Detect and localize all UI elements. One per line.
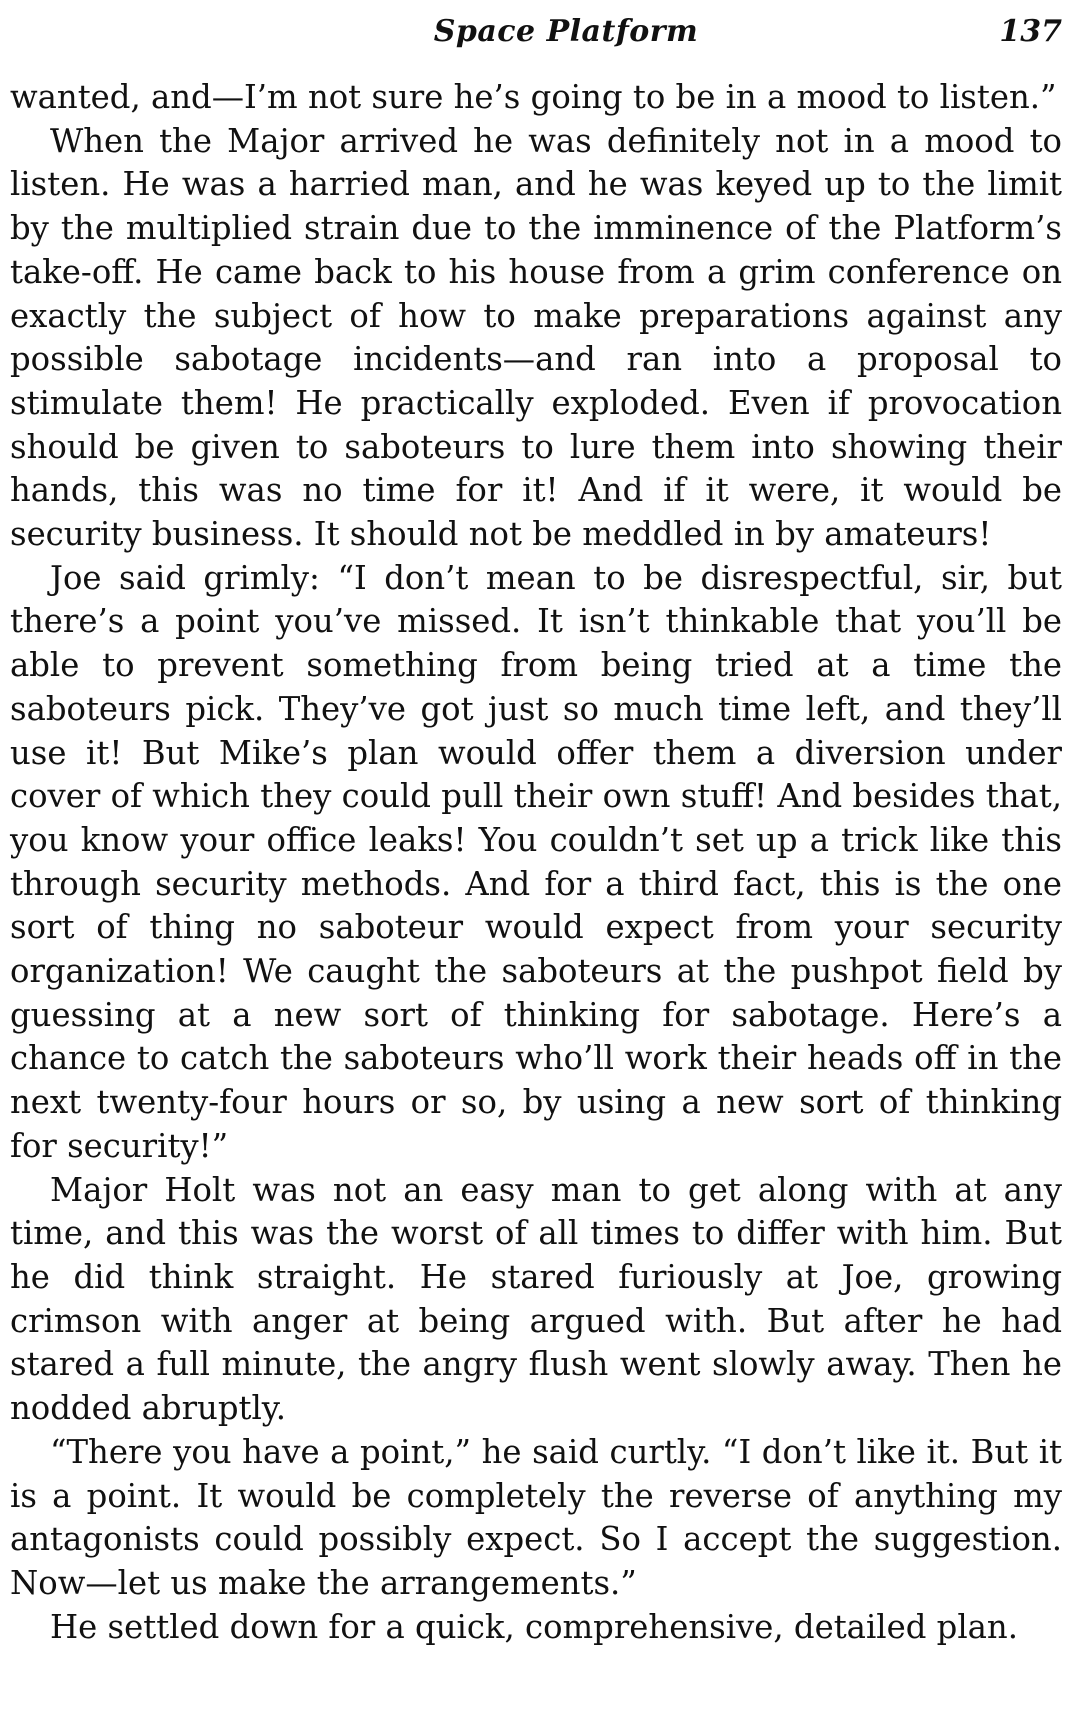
body-text — [10, 76, 1062, 1649]
paragraph: When the Major arrived he was definitely not in a mood to listen. He was a harried man, and he was keyed up to the limit by the multiplied strain due to the imminence of the Platform’s take-off. He came back to his house from a grim conference on exactly the subject of how to make preparations against any possible sabotage incidents—and ran into a proposal to stimulate them! He practically exploded. Even if provocation should be given to saboteurs to lure them into showing their hands, this was no time for it! And if it were, it would be security business. It should not be meddled in by amateurs! — [10, 121, 1062, 554]
running-title: Space Platform — [433, 14, 699, 49]
paragraph: Joe said grimly: “I don’t mean to be disrespectful, sir, but there’s a point you’ve missed. It isn’t thinkable that you’ll be able to prevent something from being tried at a time the saboteurs pick. They’ve got just so much time left, and they’ll use it! But Mike’s plan would offer them a diversion under cover of which they could pull their own stuff! And besides that, you know your office leaks! You couldn’t set up a trick like this through security methods. And for a third fact, this is the one sort of thing no saboteur would expect from your security organization! We caught the saboteurs at the pushpot field by guessing at a new sort of thinking for sabotage. Here’s a chance to catch the saboteurs who’ll work their heads off in the next twenty-four hours or so, by using a new sort of thinking for security!” — [10, 558, 1062, 1165]
page-number: 137 — [999, 14, 1062, 49]
book-page — [10, 8, 1062, 1649]
running-head — [10, 8, 1062, 52]
paragraph: He settled down for a quick, comprehensive, detailed plan. — [50, 1607, 1018, 1646]
paragraph-continuation: wanted, and—I’m not sure he’s going to be in a mood to listen.” — [10, 78, 1057, 116]
paragraph: Major Holt was not an easy man to get along with at any time, and this was the worst of all times to differ with him. But he did think straight. He stared furiously at Joe, growing crimson with anger at being argued with. But after he had stared a full minute, the angry flush went slowly away. Then he nodded abruptly. — [10, 1170, 1062, 1428]
paragraph: “There you have a point,” he said curtly. “I don’t like it. But it is a point. It would be completely the reverse of anything my antagonists could possibly expect. So I accept the suggestion. Now—let us make the arrangements.” — [10, 1432, 1062, 1602]
